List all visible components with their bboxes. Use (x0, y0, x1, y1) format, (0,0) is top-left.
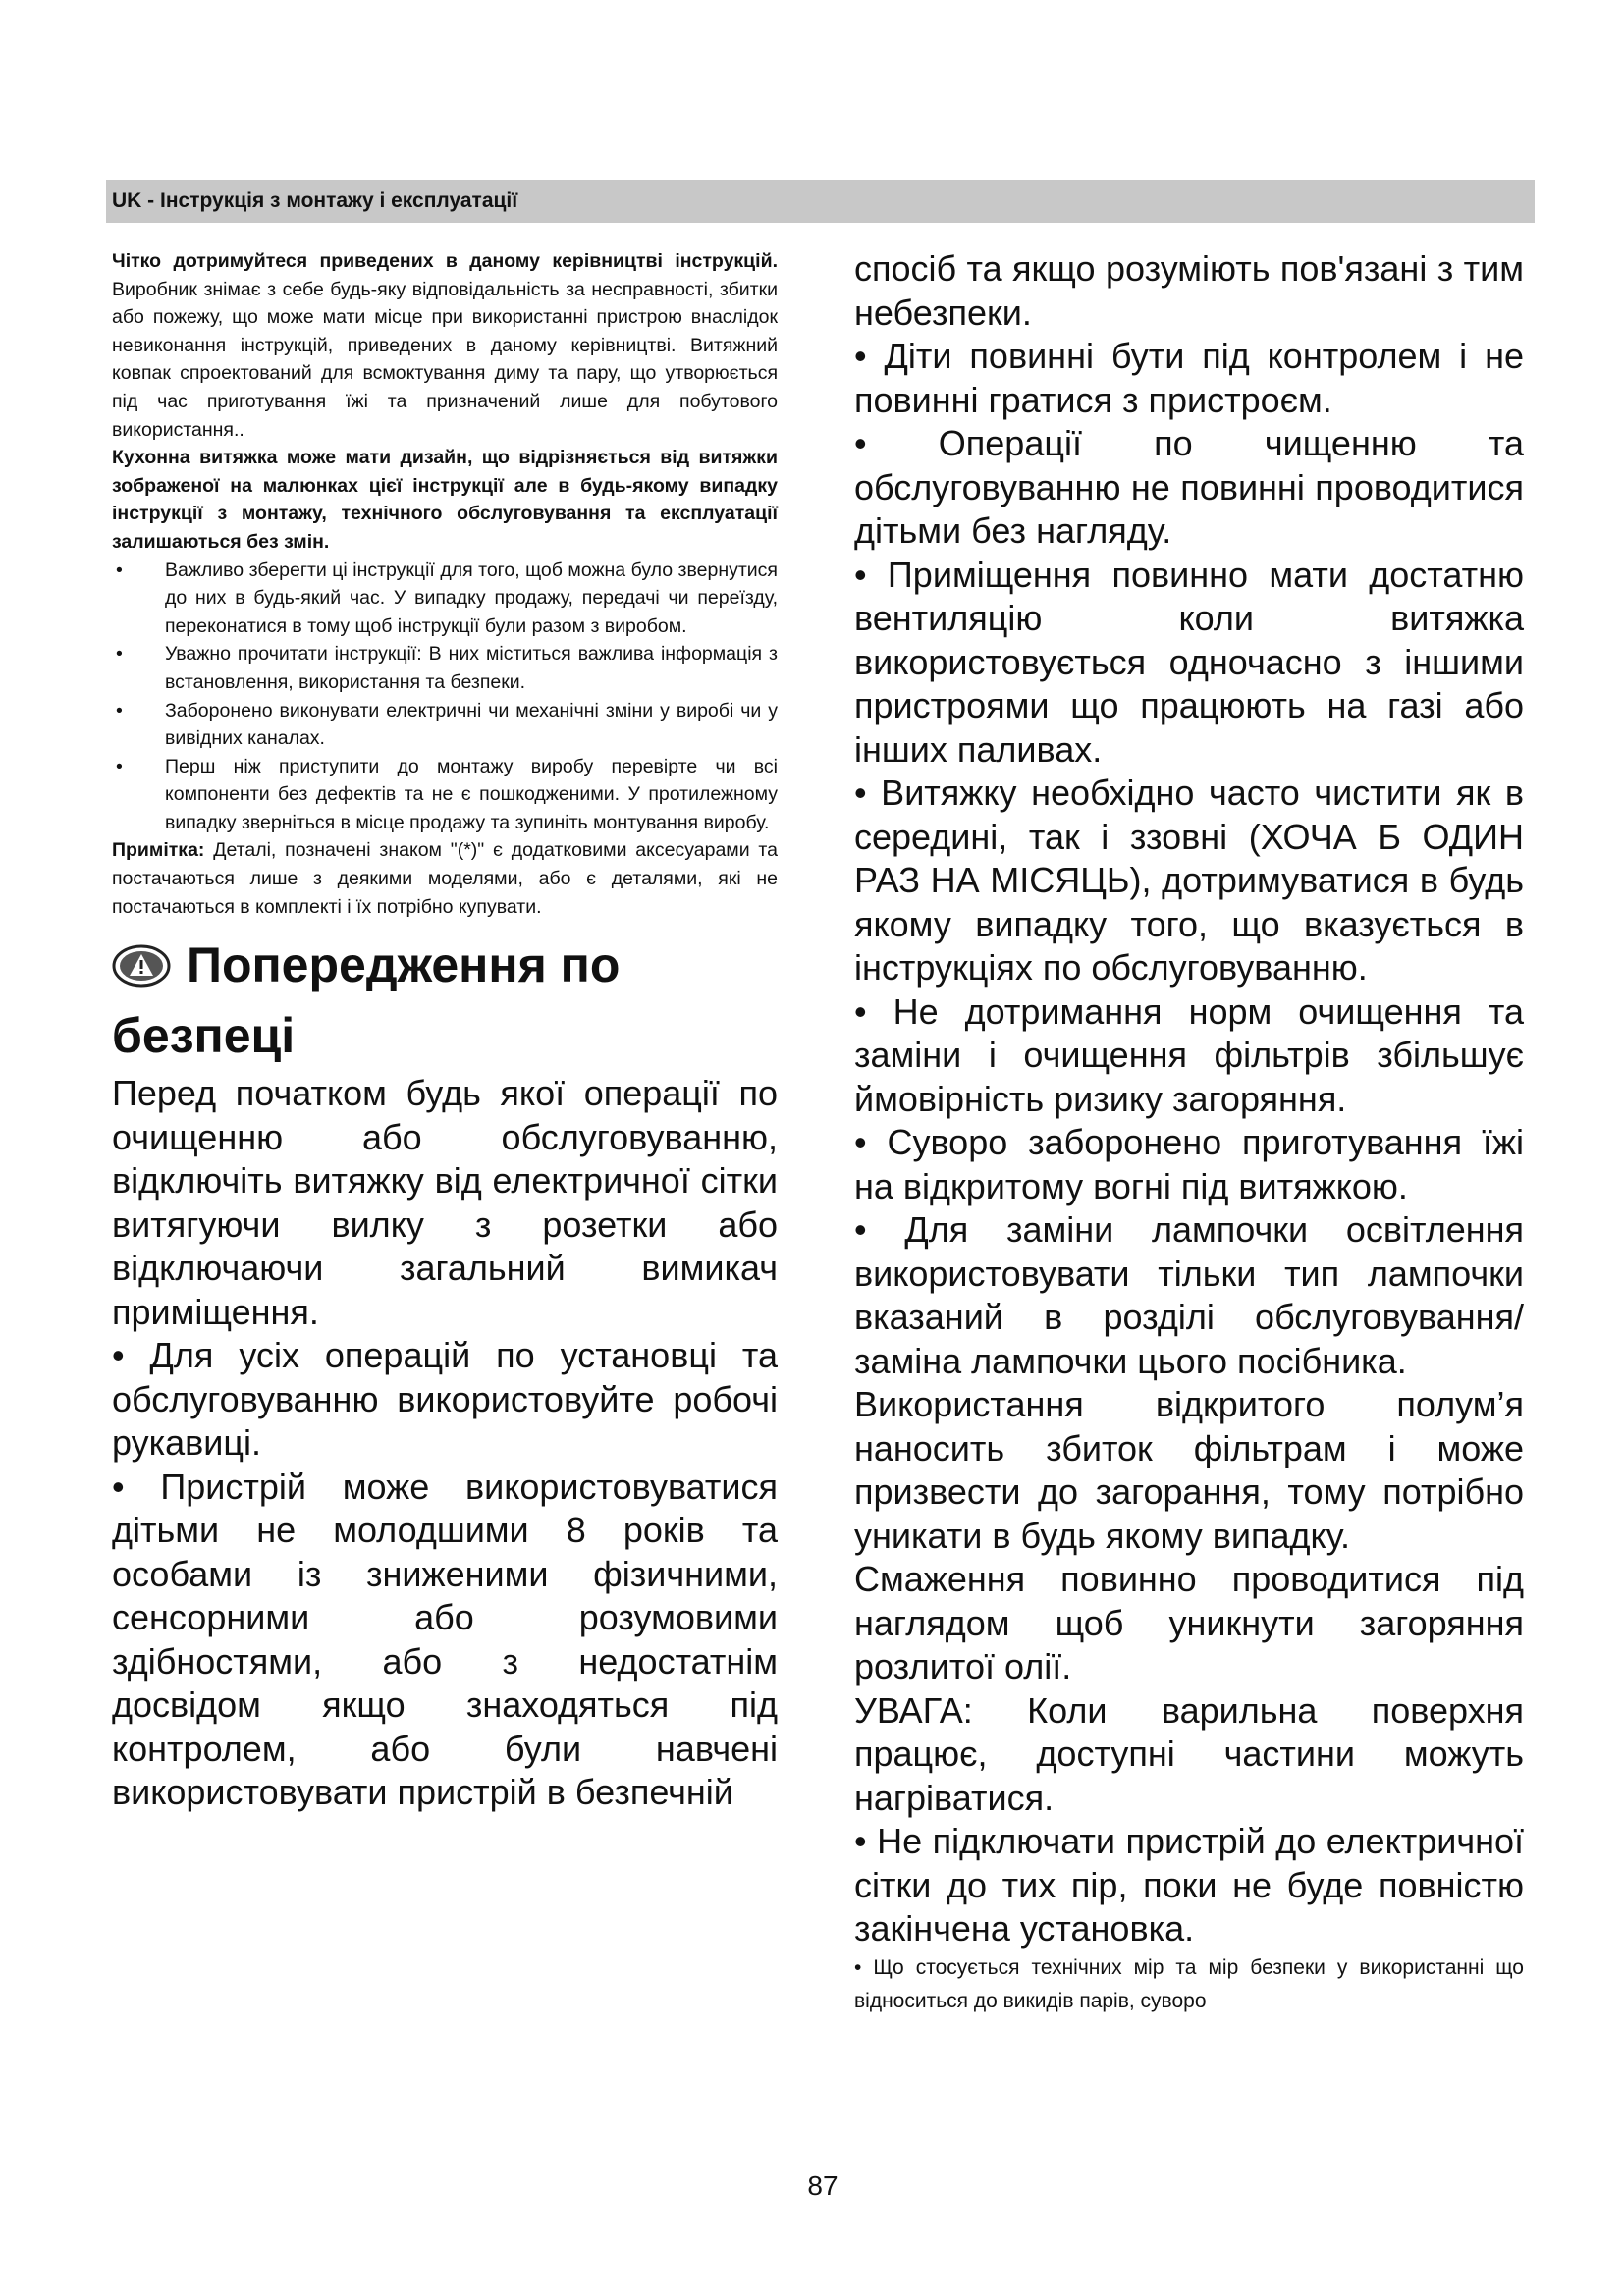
intro-paragraph-2 (112, 444, 778, 556)
big-paragraph: спосіб та якщо розуміють пов'язані з тим небезпеки. (854, 248, 1524, 333)
right-column (854, 247, 1524, 2018)
big-paragraph: Використання відкритого полум’я наносить збиток фільтрам і може призвести до загорання, тому потрібно уникати в будь якому випадку. (854, 1384, 1524, 1556)
note-text: Деталі, позначені знаком "(*)" є додатковими аксесуарами та постачаються лише з деякими моделями, або є деталями, які не постачаються в комплекті і їх потрібно купувати. (112, 839, 778, 918)
header-title: UK - Інструкція з монтажу і експлуатації (112, 189, 518, 212)
list-item: • Уважно прочитати інструкції: В них міститься важлива інформація з встановлення, використання та безпеки. (112, 640, 778, 696)
list-item: • Заборонено виконувати електричні чи механічні зміни у виробі чи у вивідних каналах. (112, 697, 778, 753)
big-paragraph: • Не підключати пристрій до електричної сітки до тих пір, поки не буде повністю закінчена установка. (854, 1821, 1524, 1949)
list-item: • Важливо зберегти ці інструкції для того, щоб можна було звернутися до них в будь-який час. У випадку продажу, передачі чи переїзду, переконатися в тому щоб інструкції були разом з виробом. (112, 557, 778, 641)
instruction-list (112, 557, 778, 837)
big-paragraph: • Для усіх операцій по установці та обслуговуванню використовуйте робочі рукавиці. (112, 1335, 778, 1464)
big-paragraph: • Операції по чищенню та обслуговуванню не повинні проводитися дітьми без нагляду. (854, 423, 1524, 551)
safety-heading (112, 933, 778, 1068)
intro-bold-1: Чітко дотримуйтеся приведених в даному керівництві інструкцій. (112, 250, 778, 272)
warning-icon (112, 938, 171, 1003)
note-paragraph (112, 836, 778, 921)
header-bar (106, 180, 1535, 223)
intro-text-1: Виробник знімає з себе будь-яку відповідальність за несправності, збитки або пожежу, що може мати місце при використанні пристрою внаслідок невиконання інструкцій, приведених в даному керівництві. Витяжний ковпак спроектований для всмоктування диму та пару, що утворюється під час приготування їжі та призначений лише для побутового використання.. (112, 278, 778, 441)
big-paragraph: Смаження повинно проводитися під наглядом щоб уникнути загоряння розлитої олії. (854, 1559, 1524, 1686)
big-paragraph: УВАГА: Коли варильна поверхня працює, доступні частини можуть нагріватися. (854, 1689, 1524, 1818)
left-column (112, 247, 778, 1815)
note-label: Примітка: (112, 839, 205, 862)
list-item: • Перш ніж приступити до монтажу виробу перевірте чи всі компоненти без дефектів та не є пошкодженими. У протилежному випадку зверніться в місце продажу та зупиніть монтування виробу. (112, 753, 778, 837)
big-paragraph: • Пристрій може використовуватися дітьми не молодшими 8 років та особами із зниженими фізичними, сенсорними або розумовими здібностями, або з недостатнім досвідом якщо знаходяться під контролем, або були навчені використовувати пристрій в безпечній (112, 1466, 778, 1813)
safety-heading-text: Попередження по безпеці (112, 937, 621, 1064)
big-paragraph: • Для заміни лампочки освітлення використовувати тільки тип лампочки вказаний в розділі обслуговування/заміна лампочки цього посібника. (854, 1209, 1524, 1381)
big-paragraph: • Діти повинні бути під контролем і не повинні гратися з пристроєм. (854, 336, 1524, 420)
big-paragraph: • Приміщення повинно мати достатню вентиляцію коли витяжка використовується одночасно з іншими пристроями що працюють на газі або інших паливах. (854, 554, 1524, 770)
big-paragraph: • Витяжку необхідно часто чистити як в середині, так і ззовні (ХОЧА Б ОДИН РАЗ НА МІСЯЦЬ), дотримуватися в будь якому випадку того, що вказується в інструкціях по обслуговуванню. (854, 773, 1524, 988)
big-paragraph: Перед початком будь якої операції по очищенню або обслуговуванню, відключіть витяжку від електричної сітки витягуючи вилку з розетки або відключаючи загальний вимикач приміщення. (112, 1073, 778, 1332)
intro-paragraph (112, 247, 778, 444)
big-paragraph: • Суворо заборонено приготування їжі на відкритому вогні під витяжкою. (854, 1122, 1524, 1206)
big-paragraph: • Не дотримання норм очищення та заміни і очищення фільтрів збільшує ймовірність ризику загоряння. (854, 990, 1524, 1119)
intro-bold-2: Кухонна витяжка може мати дизайн, що відрізняється від витяжки зображеної на малюнках цієї інструкції але в будь-якому випадку інструкції з монтажу, технічного обслуговування та експлуатації залишаються без змін. (112, 447, 778, 553)
page-number: 87 (807, 2170, 839, 2201)
small-paragraph: • Що стосується технічних мір та мір безпеки у використанні що відноситься до викидів парів, суворо (854, 1955, 1524, 2012)
